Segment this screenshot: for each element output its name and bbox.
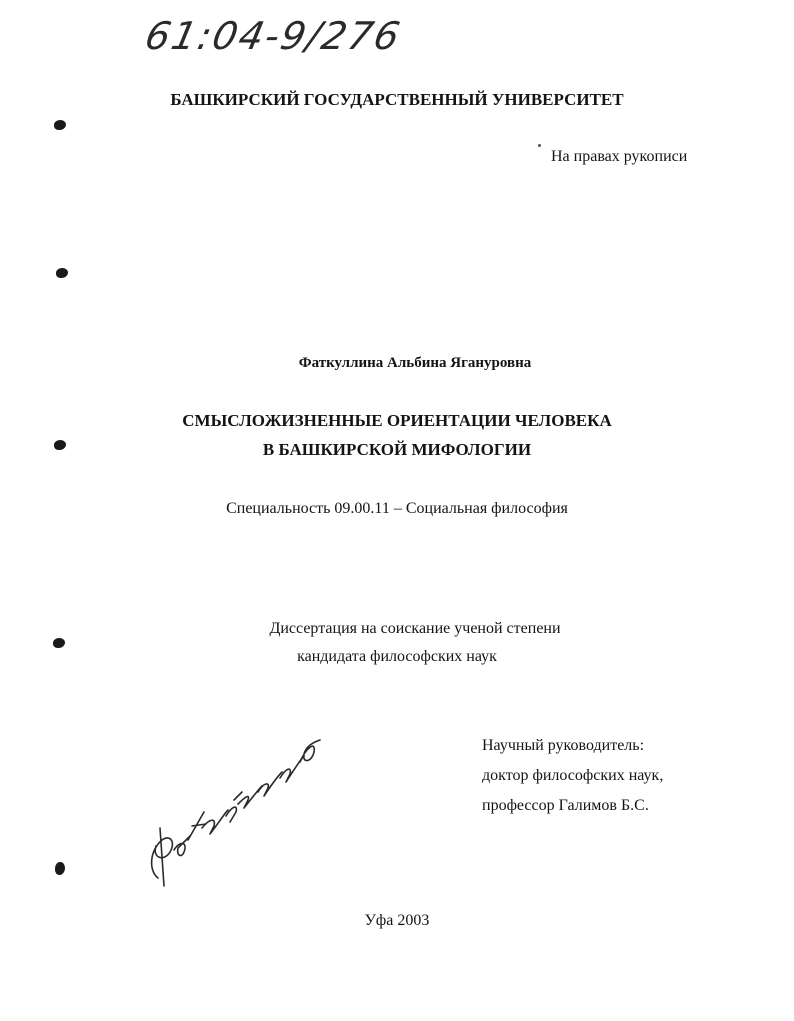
- dissertation-degree-line-2: кандидата философских наук: [297, 648, 497, 665]
- punch-mark: [56, 268, 68, 278]
- punch-mark: [55, 862, 65, 875]
- supervisor-label: Научный руководитель:: [482, 737, 645, 754]
- city-year: Уфа 2003: [364, 912, 430, 929]
- supervisor-name: профессор Галимов Б.С.: [482, 797, 649, 814]
- manuscript-note: На правах рукописи: [551, 148, 688, 165]
- dissertation-title-line-1: СМЫСЛОЖИЗНЕННЫЕ ОРИЕНТАЦИИ ЧЕЛОВЕКА: [182, 411, 612, 430]
- specialty: Специальность 09.00.11 – Социальная философия: [226, 500, 568, 517]
- scan-speck: [538, 144, 541, 147]
- archive-number: 61:04-9/276: [141, 14, 406, 58]
- supervisor-degree: доктор философских наук,: [482, 767, 664, 784]
- dissertation-degree-line-1: Диссертация на соискание ученой степени: [269, 620, 561, 637]
- dissertation-title-line-2: В БАШКИРСКОЙ МИФОЛОГИИ: [262, 440, 532, 459]
- author-name: Фаткуллина Альбина Ягануровна: [298, 355, 532, 371]
- punch-mark: [54, 120, 66, 130]
- university-name: БАШКИРСКИЙ ГОСУДАРСТВЕННЫЙ УНИВЕРСИТЕТ: [170, 90, 624, 109]
- author-signature: [130, 700, 330, 900]
